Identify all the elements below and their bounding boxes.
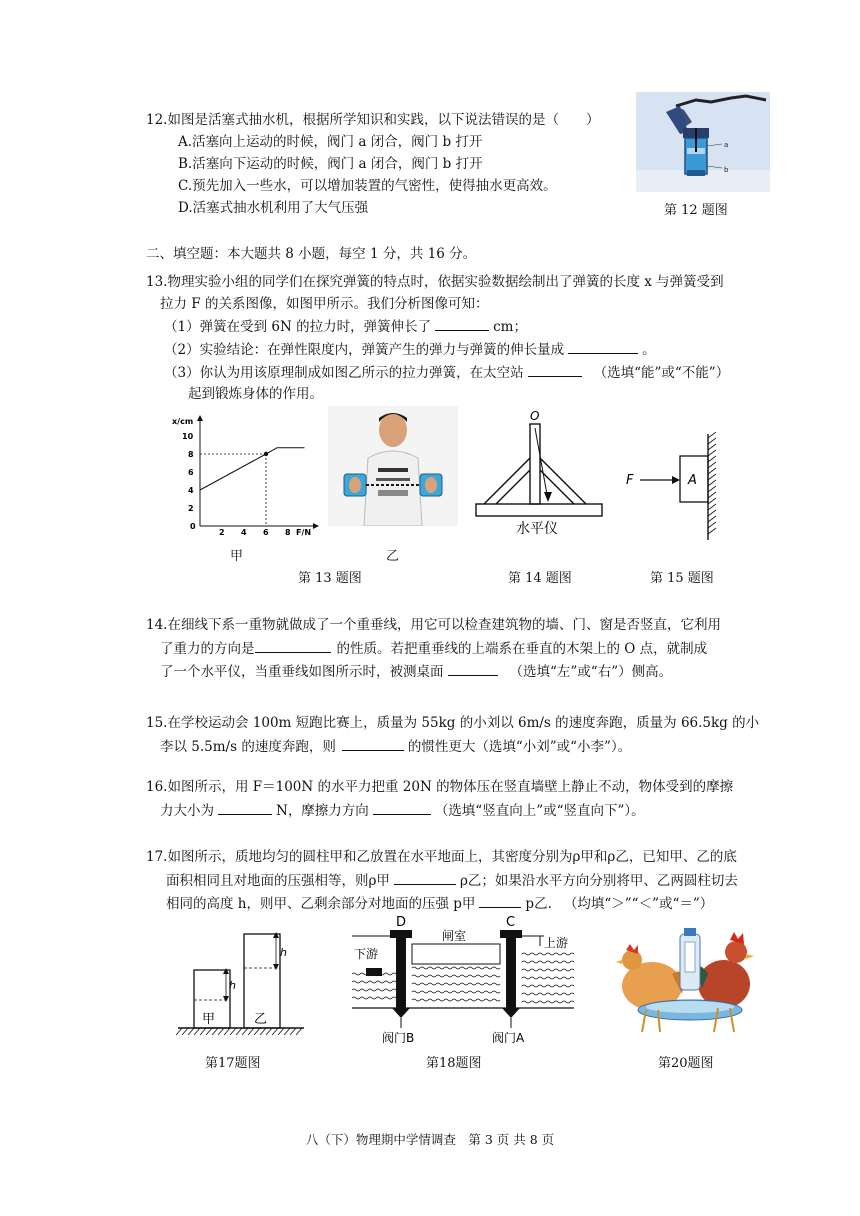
- q17-label-jia: 甲: [202, 1012, 216, 1027]
- x-tick-label: 8: [285, 528, 291, 537]
- q13-sub-3: （3）你认为用该原理制成如图乙所示的拉力弹簧，在太空站 （选填“能”或“不能”）: [164, 362, 729, 383]
- q14-level-figure: [470, 406, 610, 540]
- y-tick-label: 10: [182, 432, 194, 441]
- q13-fig-yi: 乙: [386, 549, 400, 564]
- origin-label: 0: [190, 522, 196, 531]
- x-tick-label: 4: [241, 528, 247, 537]
- q18-label-gate-b: 阀门B: [382, 1031, 415, 1045]
- x-tick-label: 6: [263, 528, 269, 537]
- q12-stem: 12.如图是活塞式抽水机，根据所学知识和实践，以下说法错误的是（ ）: [146, 112, 600, 128]
- q14-caption: 第 14 题图: [508, 571, 572, 586]
- q18-label-d: D: [396, 915, 407, 930]
- q13-chart: [168, 410, 328, 538]
- q17-label-h-yi: h: [280, 946, 287, 959]
- q13-blank-1[interactable]: [435, 316, 489, 331]
- q12-option-d: D.活塞式抽水机利用了大气压强: [178, 200, 369, 216]
- q17-blank-2[interactable]: [479, 893, 521, 908]
- x-axis-label: F/N: [296, 528, 312, 537]
- y-tick-label: 2: [188, 504, 194, 513]
- q14-label-level: 水平仪: [516, 521, 558, 537]
- q20-caption: 第20题图: [658, 1056, 714, 1071]
- q15-blank[interactable]: [342, 736, 404, 751]
- q12-option-c: C.预先加入一些水，可以增加装置的气密性，使得抽水更高效。: [178, 178, 557, 194]
- page-footer: 八（下）物理期中学情调查 第 3 页 共 8 页: [305, 1132, 555, 1147]
- q15-caption: 第 15 题图: [650, 571, 714, 586]
- q18-label-down: 下游: [354, 947, 379, 961]
- q18-label-room: 闸室: [442, 929, 467, 943]
- section-title: 二、填空题：本大题共 8 小题，每空 1 分，共 16 分。: [146, 246, 477, 262]
- q12-option-b: B.活塞向下运动的时候，阀门 a 闭合，阀门 b 打开: [178, 156, 483, 172]
- q12-label-b: b: [724, 166, 729, 174]
- q13-line-1: 13.物理实验小组的同学们在探究弹簧的特点时，依据实验数据绘制出了弹簧的长度 x 与弹簧受到: [146, 274, 724, 290]
- q12-pump-figure: [636, 92, 770, 192]
- q15-line-2: 李以 5.5m/s 的速度奔跑，则 的惯性更大（选填“小刘”或“小李”）。: [160, 736, 631, 757]
- q13-sub-2: （2）实验结论：在弹性限度内，弹簧产生的弹力与弹簧的伸长量成 。: [164, 339, 656, 360]
- q14-blank-1[interactable]: [255, 638, 331, 653]
- q13-sub-3-cont: 起到锻炼身体的作用。: [188, 386, 323, 402]
- q17-line-2: 面积相同且对地面的压强相等，则ρ甲 ρ乙；如果沿水平方向分别将甲、乙两圆柱切去: [166, 870, 738, 891]
- y-axis-label: x/cm: [172, 417, 194, 426]
- highlight-point: [264, 452, 268, 456]
- q16-line-2: 力大小为 N，摩擦力方向 （选填“竖直向上”或“竖直向下”）。: [160, 800, 645, 821]
- q18-label-up: 上游: [544, 936, 569, 950]
- q16-blank-1[interactable]: [218, 800, 272, 815]
- q17-line-3: 相同的高度 h，则甲、乙剩余部分对地面的压强 p甲 p乙. （均填“＞”“＜”或“＝”）: [166, 893, 713, 914]
- q14-blank-2[interactable]: [448, 661, 498, 676]
- q18-label-gate-a: 阀门A: [492, 1031, 525, 1045]
- q14-line-1: 14.在细线下系一重物就做成了一个重垂线，用它可以检查建筑物的墙、门、窗是否竖直，它利用: [146, 617, 721, 633]
- q13-sub-1: （1）弹簧在受到 6N 的拉力时，弹簧伸长了 cm；: [164, 316, 527, 337]
- q16-line-1: 16.如图所示，用 F＝100N 的水平力把重 20N 的物体压在竖直墙壁上静止不动，物体受到的摩擦: [146, 779, 734, 795]
- q13-blank-2[interactable]: [568, 339, 638, 354]
- q13-fig-jia: 甲: [230, 549, 244, 564]
- q17-line-1: 17.如图所示，质地均匀的圆柱甲和乙放置在水平地面上，其密度分别为ρ甲和ρ乙，已知甲、乙的底: [146, 849, 737, 865]
- q12-option-a: A.活塞向上运动的时候，阀门 a 闭合，阀门 b 打开: [178, 134, 483, 150]
- q18-label-c: C: [506, 915, 516, 930]
- q13-caption: 第 13 题图: [298, 571, 362, 586]
- q18-caption: 第18题图: [426, 1056, 482, 1071]
- y-tick-label: 4: [188, 486, 194, 495]
- q17-label-h-jia: h: [229, 979, 236, 992]
- q14-label-o: O: [530, 409, 540, 423]
- x-tick-label: 2: [219, 528, 225, 537]
- y-tick-label: 6: [188, 468, 194, 477]
- y-tick-label: 8: [188, 450, 194, 459]
- q13-blank-3[interactable]: [528, 362, 582, 377]
- q17-cylinders-figure: [172, 922, 308, 1046]
- q14-line-3: 了一个水平仪，当重垂线如图所示时，被测桌面 （选填“左”或“右”）侧高。: [160, 661, 672, 682]
- q16-blank-2[interactable]: [373, 800, 431, 815]
- q12-label-a: a: [724, 141, 729, 149]
- q17-label-yi: 乙: [254, 1012, 268, 1027]
- q13-photo-spring: [328, 406, 458, 526]
- q14-line-2: 了重力的方向是 的性质。若把重垂线的上端系在垂直的木架上的 O 点，就制成: [160, 638, 707, 659]
- q15-figure: [620, 432, 726, 544]
- q15-label-f: F: [626, 473, 634, 488]
- q17-blank-1[interactable]: [394, 870, 456, 885]
- q15-line-1: 15.在学校运动会 100m 短跑比赛上，质量为 55kg 的小刘以 6m/s 的速度奔跑，质量为 66.5kg 的小: [146, 715, 760, 731]
- q20-chicken-figure: [612, 914, 758, 1042]
- q15-label-a: A: [688, 473, 697, 488]
- q17-caption: 第17题图: [205, 1056, 261, 1071]
- q13-line-2: 拉力 F 的关系图像，如图甲所示。我们分析图像可知：: [160, 296, 489, 312]
- q12-caption: 第 12 题图: [664, 203, 728, 218]
- q18-lock-figure: [352, 912, 574, 1046]
